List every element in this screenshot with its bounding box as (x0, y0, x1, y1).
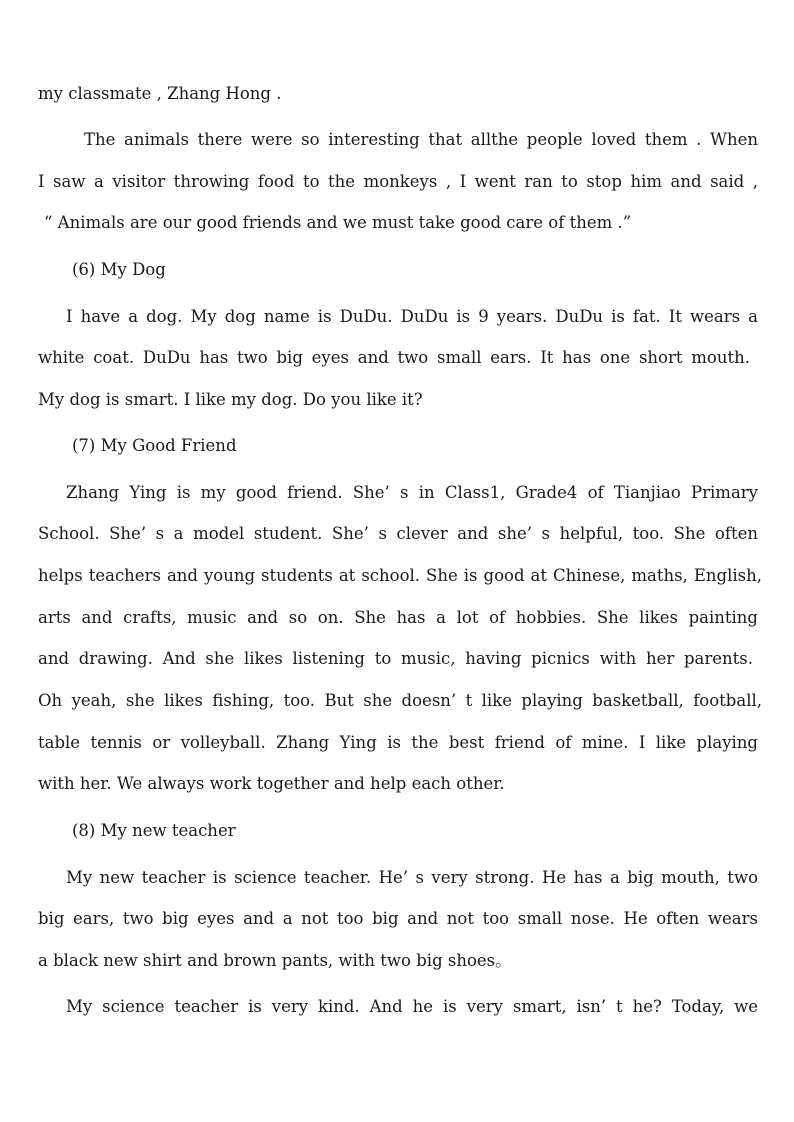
paragraph-line: Zhang Ying is my good friend. She’ s in Class1, Grade4 of Tianjiao Primary (66, 483, 758, 502)
paragraph-line: white coat. DuDu has two big eyes and two small ears. It has one short mouth. (38, 348, 750, 367)
paragraph-line: with her. We always work together and help each other. (38, 774, 505, 793)
paragraph-line: a black new shirt and brown pants, with two big shoes。 (38, 951, 512, 970)
paragraph-line: arts and crafts, music and so on. She has a lot of hobbies. She likes painting (38, 608, 758, 627)
paragraph-line: big ears, two big eyes and a not too big and not too small nose. He often wears (38, 909, 758, 928)
paragraph-line: My dog is smart. I like my dog. Do you like it? (38, 390, 423, 409)
paragraph-line: School. She’ s a model student. She’ s clever and she’ s helpful, too. She often (38, 524, 758, 543)
section-heading-my-new-teacher: (8) My new teacher (72, 821, 236, 840)
paragraph-line: helps teachers and young students at school. She is good at Chinese, maths, English, (38, 566, 762, 585)
section-heading-my-dog: (6) My Dog (72, 260, 166, 279)
paragraph-line: The animals there were so interesting that allthe people loved them . When (84, 130, 758, 149)
paragraph-line: table tennis or volleyball. Zhang Ying is the best friend of mine. I like playing (38, 733, 758, 752)
paragraph-line: My science teacher is very kind. And he is very smart, isn’ t he? Today, we (66, 997, 758, 1016)
paragraph-continuation: my classmate , Zhang Hong . (38, 84, 282, 103)
paragraph-line: My new teacher is science teacher. He’ s very strong. He has a big mouth, two (66, 868, 758, 887)
section-heading-my-good-friend: (7) My Good Friend (72, 436, 237, 455)
paragraph-line: Oh yeah, she likes fishing, too. But she doesn’ t like playing basketball, football, (38, 691, 762, 710)
paragraph-line: and drawing. And she likes listening to music, having picnics with her parents. (38, 649, 753, 668)
paragraph-line: I have a dog. My dog name is DuDu. DuDu is 9 years. DuDu is fat. It wears a (66, 307, 758, 326)
paragraph-line: I saw a visitor throwing food to the monkeys , I went ran to stop him and said , (38, 172, 758, 191)
paragraph-line: “ Animals are our good friends and we must take good care of them .” (44, 213, 632, 232)
